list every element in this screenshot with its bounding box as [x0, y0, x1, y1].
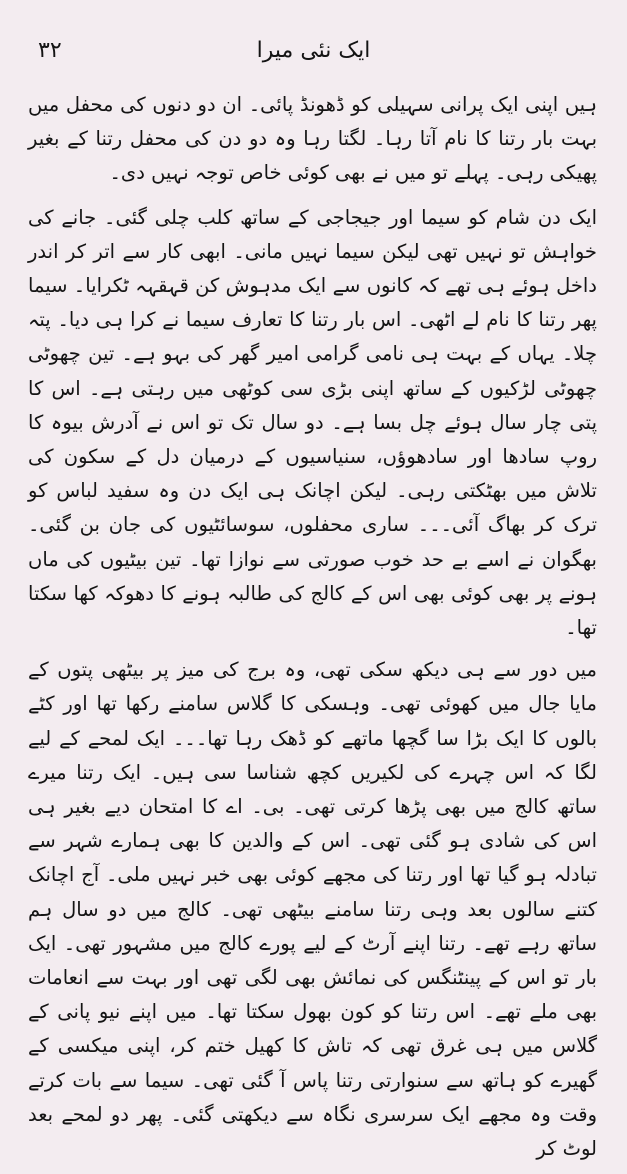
page-header: [28, 38, 599, 74]
running-title: ایک نئی میرا: [256, 38, 371, 63]
paragraph: ایک دن شام کو سیما اور جیجاجی کے ساتھ کلب چلی گئی۔ جانے کی خواہش تو نہیں تھی لیکن سیما نہیں مانی۔ ابھی کار سے اتر کر اندر داخل ہوئے ہی تھے کہ کانوں سے ایک مدہوش کن قہقہہ ٹکرایا۔ سیما پھر رتنا کا نام لے اٹھی۔ اس بار رتنا کا تعارف سیما نے کرا ہی دیا۔ پتہ چلا۔ یہاں کے بہت ہی نامی گرامی امیر گھر کی بہو ہے۔ تین چھوٹی چھوٹی لڑکیوں کے ساتھ اپنی بڑی سی کوٹھی میں رہتی ہے۔ اس کا پتی چار سال ہوئے چل بسا ہے۔ دو سال تک تو اس نے آدرش بیوہ کا روپ سادھا اور سادھوؤں، سنیاسیوں کے درمیان دل کے سکون کی تلاش میں بھٹکتی رہی۔ لیکن اچانک ہی ایک دن وہ سفید لباس کو ترک کر بھاگ آئی۔۔۔ ساری محفلوں، سوسائٹیوں کی جان بن گئی۔ بھگوان نے اسے بے حد خوب صورتی سے نوازا تھا۔ تین بیٹیوں کی ماں ہونے پر بھی کوئی بھی اس کے کالج کی طالبہ ہونے کا دھوکہ کھا سکتا تھا۔: [28, 205, 597, 640]
page-number: ۳۲: [38, 38, 62, 63]
page-body: [28, 88, 597, 1174]
paragraph: ہیں اپنی ایک پرانی سہیلی کو ڈھونڈ پائی۔ ان دو دنوں کی محفل میں بہت بار رتنا کا نام آتا رہا۔ لگتا رہا وہ دو دن کی محفل رتنا کے بغیر پھیکی رہی۔ پہلے تو میں نے بھی کوئی خاص توجہ نہیں دی۔: [28, 93, 597, 185]
paragraph: میں دور سے ہی دیکھ سکی تھی، وہ برج کی میز پر بیٹھی پتوں کے مایا جال میں کھوئی تھی۔ وہسکی کا گلاس سامنے رکھا تھا اور کٹے بالوں کا ایک بڑا سا گچھا ماتھے کو ڈھک رہا تھا۔۔۔ ایک لمحے کے لیے لگا کہ اس چہرے کی لکیریں کچھ شناسا سی ہیں۔ ایک رتنا میرے ساتھ کالج میں بھی پڑھا کرتی تھی۔ بی۔ اے کا امتحان دیے بغیر ہی اس کی شادی ہو گئی تھی۔ اس کے والدین کا بھی ہمارے شہر سے تبادلہ ہو گیا تھا اور رتنا کی مجھے کوئی بھی خبر نہیں ملی۔ آج اچانک کتنے سالوں بعد وہی رتنا سامنے بیٹھی تھی۔ کالج میں دو سال ہم ساتھ رہے تھے۔ رتنا اپنے آرٹ کے لیے پورے کالج میں مشہور تھی۔ ایک بار تو اس کے پینٹنگس کی نمائش بھی لگی تھی اور بہت سے انعامات بھی ملے تھے۔ اس رتنا کو کون بھول سکتا تھا۔ میں اپنے نیو پانی کے گلاس میں ہی غرق تھی کہ تاش کا کھیل ختم کر، اپنی میکسی کے گھیرے کو ہاتھ سے سنوارتی رتنا پاس آ گئی تھی۔ سیما سے بات کرتے وقت وہ مجھے ایک سرسری نگاہ سے دیکھتی گئی۔ پھر دو لمحے بعد لوٹ کر: [28, 658, 597, 1161]
